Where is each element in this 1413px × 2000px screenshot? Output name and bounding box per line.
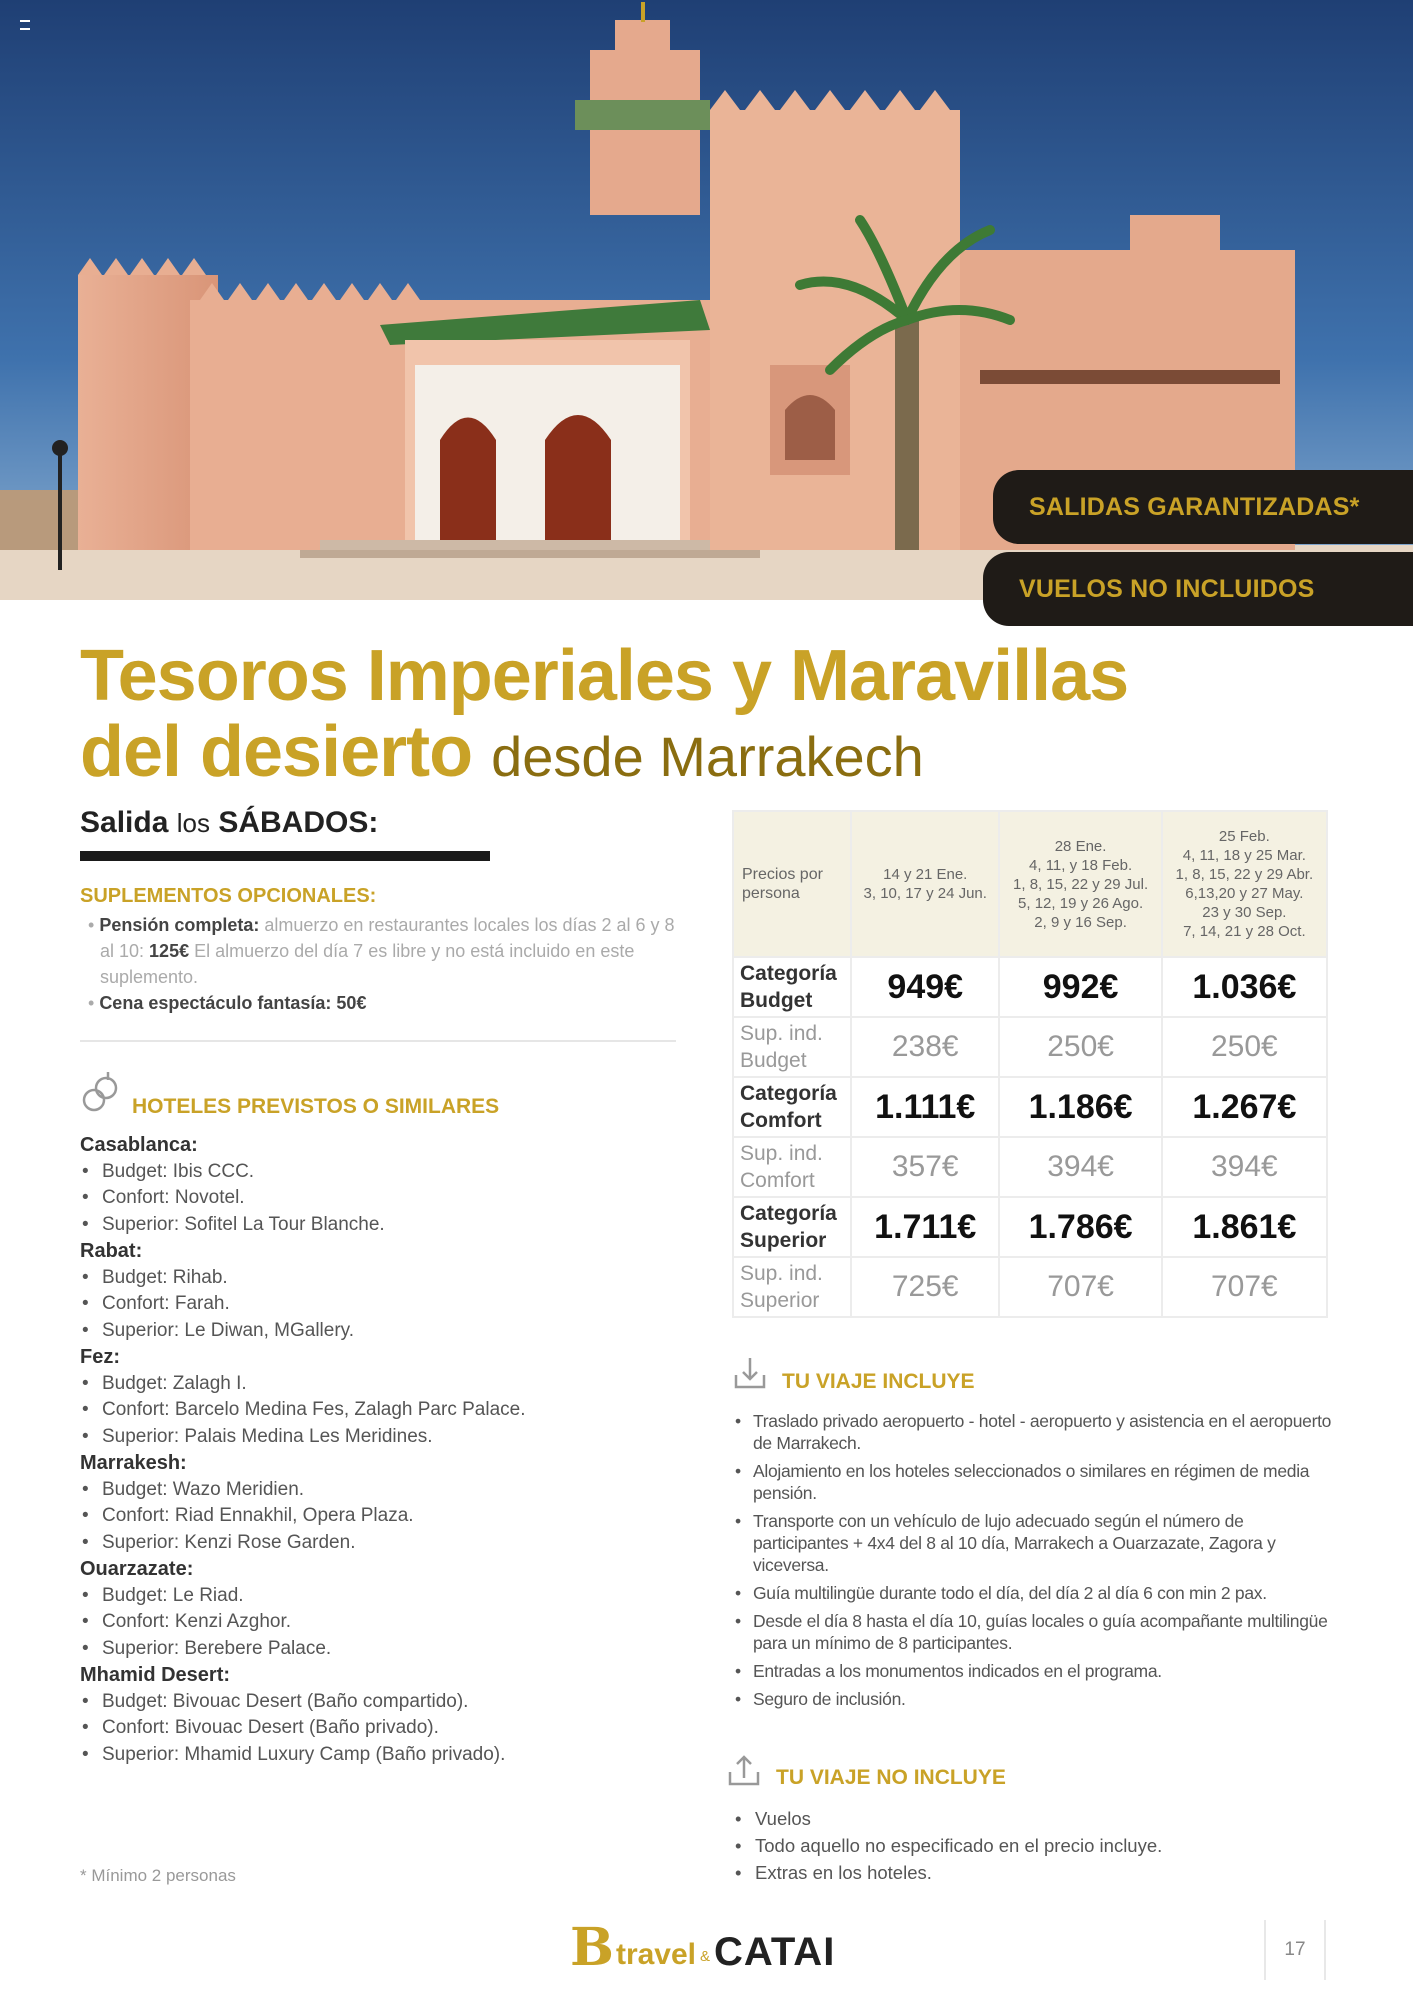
salida-day: SÁBADOS: [218,806,379,839]
no-incluye-title: TU VIAJE NO INCLUYE [776,1766,1006,1789]
hotel-city-name: Ouarzazate: [80,1558,194,1580]
salida-los: los [176,808,210,838]
hotel-city-group [80,1662,700,1768]
logo-amp: & [700,1948,711,1965]
incluye-item: • Traslado privado aeropuerto - hotel - aeropuerto y asistencia en el aeropuerto de Marrakech. [735,1410,1335,1454]
price-row [733,1017,1327,1077]
salida-heading [80,806,378,840]
price-date-column: 14 y 21 Ene. 3, 10, 17 y 24 Jun. [851,811,999,957]
minimo-note: * Mínimo 2 personas [80,1866,236,1885]
price-value: 725€ [851,1257,999,1317]
hotel-city-name: Mhamid Desert: [80,1664,231,1686]
no-incluye-item: • Extras en los hoteles. [735,1859,1335,1886]
price-row [733,1257,1327,1317]
section-divider [80,1040,676,1042]
price-row-label: Categoría Comfort [733,1077,851,1137]
suplemento-price: 50€ [336,993,367,1013]
price-row [733,1197,1327,1257]
incluye-item: • Transporte con un vehículo de lujo adecuado según el número de participantes + 4x4 del 8 al 10 día, Marrakech a Ouarzazate, Zagora y viceversa. [735,1510,1335,1576]
no-incluye-list [735,1805,1335,1886]
hotel-bell-icon [80,1070,120,1114]
suplementos-title: SUPLEMENTOS OPCIONALES: [80,885,377,907]
incluye-item: • Desde el día 8 hasta el día 10, guías locales o guía acompañante multilingüe para un mínimo de 8 participantes. [735,1610,1335,1654]
no-incluye-item: • Vuelos [735,1805,1335,1832]
suplemento-price: 125€ [149,941,190,961]
hotel-city-group [80,1132,700,1238]
suplemento-label: Pensión completa: [99,915,260,935]
hotel-item: • Superior: Le Diwan, MGallery. [80,1318,700,1345]
price-row [733,957,1327,1017]
badge-salidas-garantizadas: SALIDAS GARANTIZADAS* [993,470,1413,544]
price-header-label: Precios por persona [733,811,851,957]
price-value: 394€ [999,1137,1161,1197]
price-value: 1.861€ [1162,1197,1327,1257]
logo-b: B [570,1917,614,1978]
price-value: 1.711€ [851,1197,999,1257]
price-row-label: Sup. ind. Budget [733,1017,851,1077]
hotels-list [80,1132,700,1768]
suplemento-label: Cena espectáculo fantasía: [99,993,332,1013]
suplemento-text: almuerzo en restaurantes locales los días 2 al 6 y 8 al 10: [100,915,675,961]
hotel-item: • Confort: Farah. [80,1291,700,1318]
title-line-2-sub: desde Marrakech [491,725,924,788]
hotel-item: • Superior: Kenzi Rose Garden. [80,1530,700,1557]
price-value: 1.111€ [851,1077,999,1137]
price-table [732,810,1328,1318]
price-value: 1.786€ [999,1197,1161,1257]
page-number: 17 [1264,1920,1326,1980]
hotel-item: • Confort: Riad Ennakhil, Opera Plaza. [80,1503,700,1530]
hotel-item: • Confort: Bivouac Desert (Baño privado). [80,1715,700,1742]
suplemento-item: • Cena espectáculo fantasía: 50€ [88,993,367,1013]
hoteles-title: HOTELES PREVISTOS O SIMILARES [132,1095,500,1118]
hotel-item: • Budget: Ibis CCC. [80,1159,700,1186]
hotel-item: • Confort: Barcelo Medina Fes, Zalagh Parc Palace. [80,1397,700,1424]
price-row [733,1137,1327,1197]
incluye-item: • Seguro de inclusión. [735,1688,1335,1710]
price-value: 1.036€ [1162,957,1327,1017]
hotel-city-group [80,1450,700,1556]
price-value: 394€ [1162,1137,1327,1197]
price-value: 1.186€ [999,1077,1161,1137]
incluye-list [735,1410,1335,1716]
price-value: 238€ [851,1017,999,1077]
hotel-city-name: Fez: [80,1346,120,1368]
price-table-header [733,811,1327,957]
title-line-2 [80,714,1340,795]
hotel-item: • Superior: Berebere Palace. [80,1636,700,1663]
title-line-2-main: del desierto [80,712,473,792]
price-date-column: 28 Ene. 4, 11, y 18 Feb. 1, 8, 15, 22 y 29 Jul. 5, 12, 19 y 26 Ago. 2, 9 y 16 Sep. [999,811,1161,957]
hotel-item: • Budget: Zalagh I. [80,1371,700,1398]
btravel-catai-logo [570,1917,836,1978]
suplemento-item: • Pensión completa: almuerzo en restaurantes locales los días 2 al 6 y 8 al 10: 125€ El almuerzo del día 7 es libre y no está incluido en este suplemento. [88,915,675,987]
incluye-title: TU VIAJE INCLUYE [782,1370,975,1393]
incluye-item: • Guía multilingüe durante todo el día, del día 2 al día 6 con min 2 pax. [735,1582,1335,1604]
hotel-city-name: Rabat: [80,1240,143,1262]
no-incluye-item: • Todo aquello no especificado en el precio incluye. [735,1832,1335,1859]
salida-prefix: Salida [80,806,169,839]
price-value: 992€ [999,957,1161,1017]
upload-tray-icon [726,1752,762,1788]
price-row [733,1077,1327,1137]
price-value: 250€ [1162,1017,1327,1077]
price-value: 949€ [851,957,999,1017]
download-tray-icon [732,1355,768,1391]
price-date-column: 25 Feb. 4, 11, 18 y 25 Mar. 1, 8, 15, 22 y 29 Abr. 6,13,20 y 27 May. 23 y 30 Sep. 7, 14, 21 y 28 Oct. [1162,811,1327,957]
price-value: 707€ [1162,1257,1327,1317]
incluye-item: • Alojamiento en los hoteles seleccionados o similares en régimen de media pensión. [735,1460,1335,1504]
hotel-item: • Budget: Rihab. [80,1265,700,1292]
incluye-item: • Entradas a los monumentos indicados en el programa. [735,1660,1335,1682]
hotel-item: • Budget: Bivouac Desert (Baño compartido). [80,1689,700,1716]
hotel-item: • Superior: Mhamid Luxury Camp (Baño privado). [80,1742,700,1769]
hotel-item: • Superior: Palais Medina Les Meridines. [80,1424,700,1451]
price-row-label: Categoría Superior [733,1197,851,1257]
hotel-item: • Confort: Novotel. [80,1185,700,1212]
hotel-item: • Budget: Le Riad. [80,1583,700,1610]
suplemento-tail: El almuerzo del día 7 es libre y no está incluido en este suplemento. [100,941,635,987]
hotel-item: • Confort: Kenzi Azghor. [80,1609,700,1636]
salida-underline [80,851,490,861]
menu-icon [20,20,30,30]
price-value: 357€ [851,1137,999,1197]
suplementos-list [80,912,680,1016]
price-value: 707€ [999,1257,1161,1317]
hotel-item: • Superior: Sofitel La Tour Blanche. [80,1212,700,1239]
hotel-item: • Budget: Wazo Meridien. [80,1477,700,1504]
hotel-city-group [80,1344,700,1450]
price-row-label: Categoría Budget [733,957,851,1017]
title-line-1: Tesoros Imperiales y Maravillas [80,636,1129,716]
price-value: 1.267€ [1162,1077,1327,1137]
logo-travel: travel [615,1938,697,1971]
price-row-label: Sup. ind. Superior [733,1257,851,1317]
hotel-city-name: Marrakesh: [80,1452,187,1474]
logo-catai: CATAI [714,1930,836,1974]
price-value: 250€ [999,1017,1161,1077]
page-title [80,638,1340,795]
hotel-city-group [80,1238,700,1344]
badge-vuelos-no-incluidos: VUELOS NO INCLUIDOS [983,552,1413,626]
price-row-label: Sup. ind. Comfort [733,1137,851,1197]
hotel-city-group [80,1556,700,1662]
hotel-city-name: Casablanca: [80,1134,198,1156]
